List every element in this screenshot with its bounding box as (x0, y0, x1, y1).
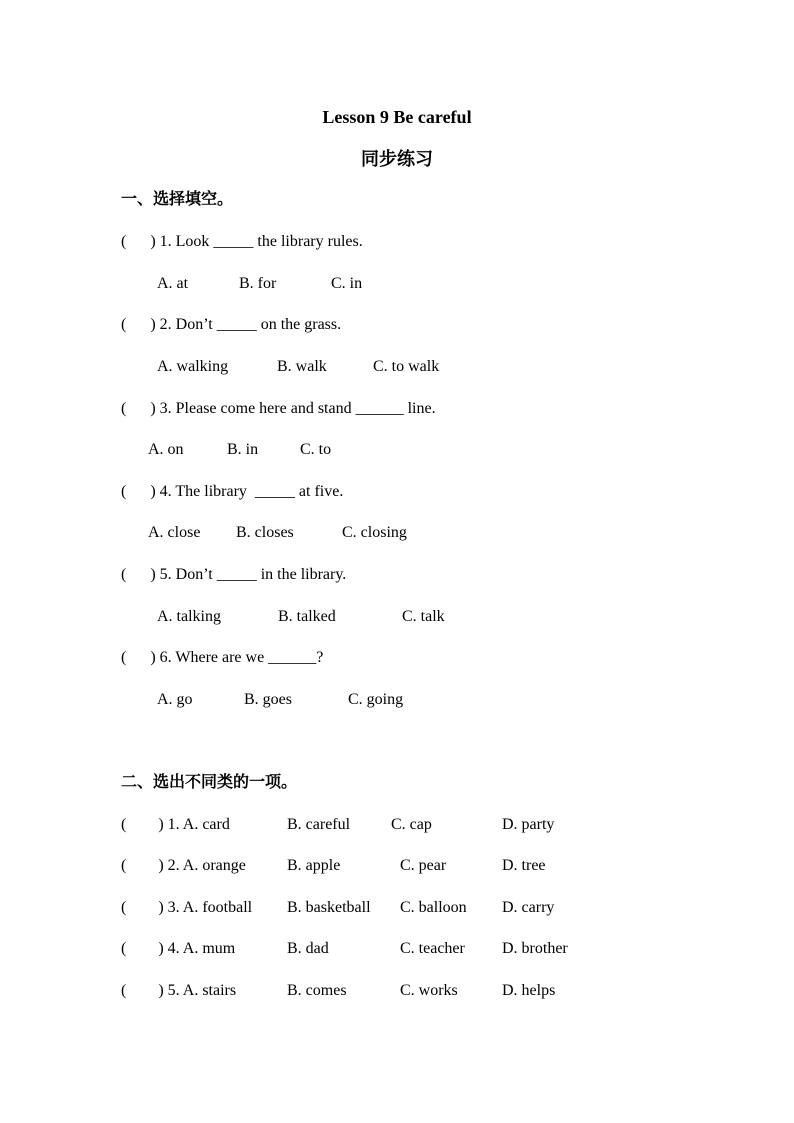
option-a: A. talking (157, 608, 221, 625)
option-a: A. close (148, 524, 201, 541)
option-b: B. for (239, 275, 277, 292)
item-b: B. dad (287, 940, 329, 957)
item-d: D. tree (502, 857, 546, 874)
question-stem: ( ) 3. Please come here and stand ______ line. (121, 400, 436, 417)
question-stem: ( ) 6. Where are we ______? (121, 649, 324, 666)
item-c: C. balloon (400, 899, 467, 916)
option-a: A. at (157, 275, 189, 292)
item-d: D. brother (502, 940, 568, 957)
option-c: C. in (331, 275, 363, 292)
item-a: ( ) 5. A. stairs (121, 982, 237, 999)
option-c: C. closing (342, 524, 407, 541)
question-stem: ( ) 5. Don’t _____ in the library. (121, 566, 347, 583)
item-c: C. teacher (400, 940, 465, 957)
item-a: ( ) 1. A. card (121, 816, 230, 833)
option-a: A. walking (157, 358, 229, 375)
option-c: C. talk (402, 608, 445, 625)
item-a: ( ) 2. A. orange (121, 857, 246, 874)
item-a: ( ) 4. A. mum (121, 940, 236, 957)
question-stem: ( ) 1. Look _____ the library rules. (121, 233, 363, 250)
option-c: C. going (348, 691, 404, 708)
item-b: B. careful (287, 816, 351, 833)
item-b: B. basketball (287, 899, 371, 916)
question-stem: ( ) 2. Don’t _____ on the grass. (121, 316, 342, 333)
section2-heading: 二、选出不同类的一项。 (121, 774, 298, 791)
option-a: A. go (157, 691, 193, 708)
page-subtitle: 同步练习 (361, 149, 433, 169)
option-b: B. talked (278, 608, 336, 625)
option-b: B. in (227, 441, 259, 458)
item-c: C. pear (400, 857, 447, 874)
item-d: D. helps (502, 982, 556, 999)
option-c: C. to walk (373, 358, 440, 375)
option-b: B. walk (277, 358, 327, 375)
option-b: B. closes (236, 524, 294, 541)
item-b: B. comes (287, 982, 347, 999)
option-a: A. on (148, 441, 184, 458)
item-c: C. works (400, 982, 458, 999)
item-a: ( ) 3. A. football (121, 899, 253, 916)
page-title: Lesson 9 Be careful (322, 107, 472, 127)
item-d: D. carry (502, 899, 555, 916)
item-c: C. cap (391, 816, 432, 833)
question-stem: ( ) 4. The library _____ at five. (121, 483, 344, 500)
option-c: C. to (300, 441, 332, 458)
item-d: D. party (502, 816, 555, 833)
item-b: B. apple (287, 857, 341, 874)
option-b: B. goes (244, 691, 292, 708)
section1-heading: 一、选择填空。 (121, 191, 234, 208)
